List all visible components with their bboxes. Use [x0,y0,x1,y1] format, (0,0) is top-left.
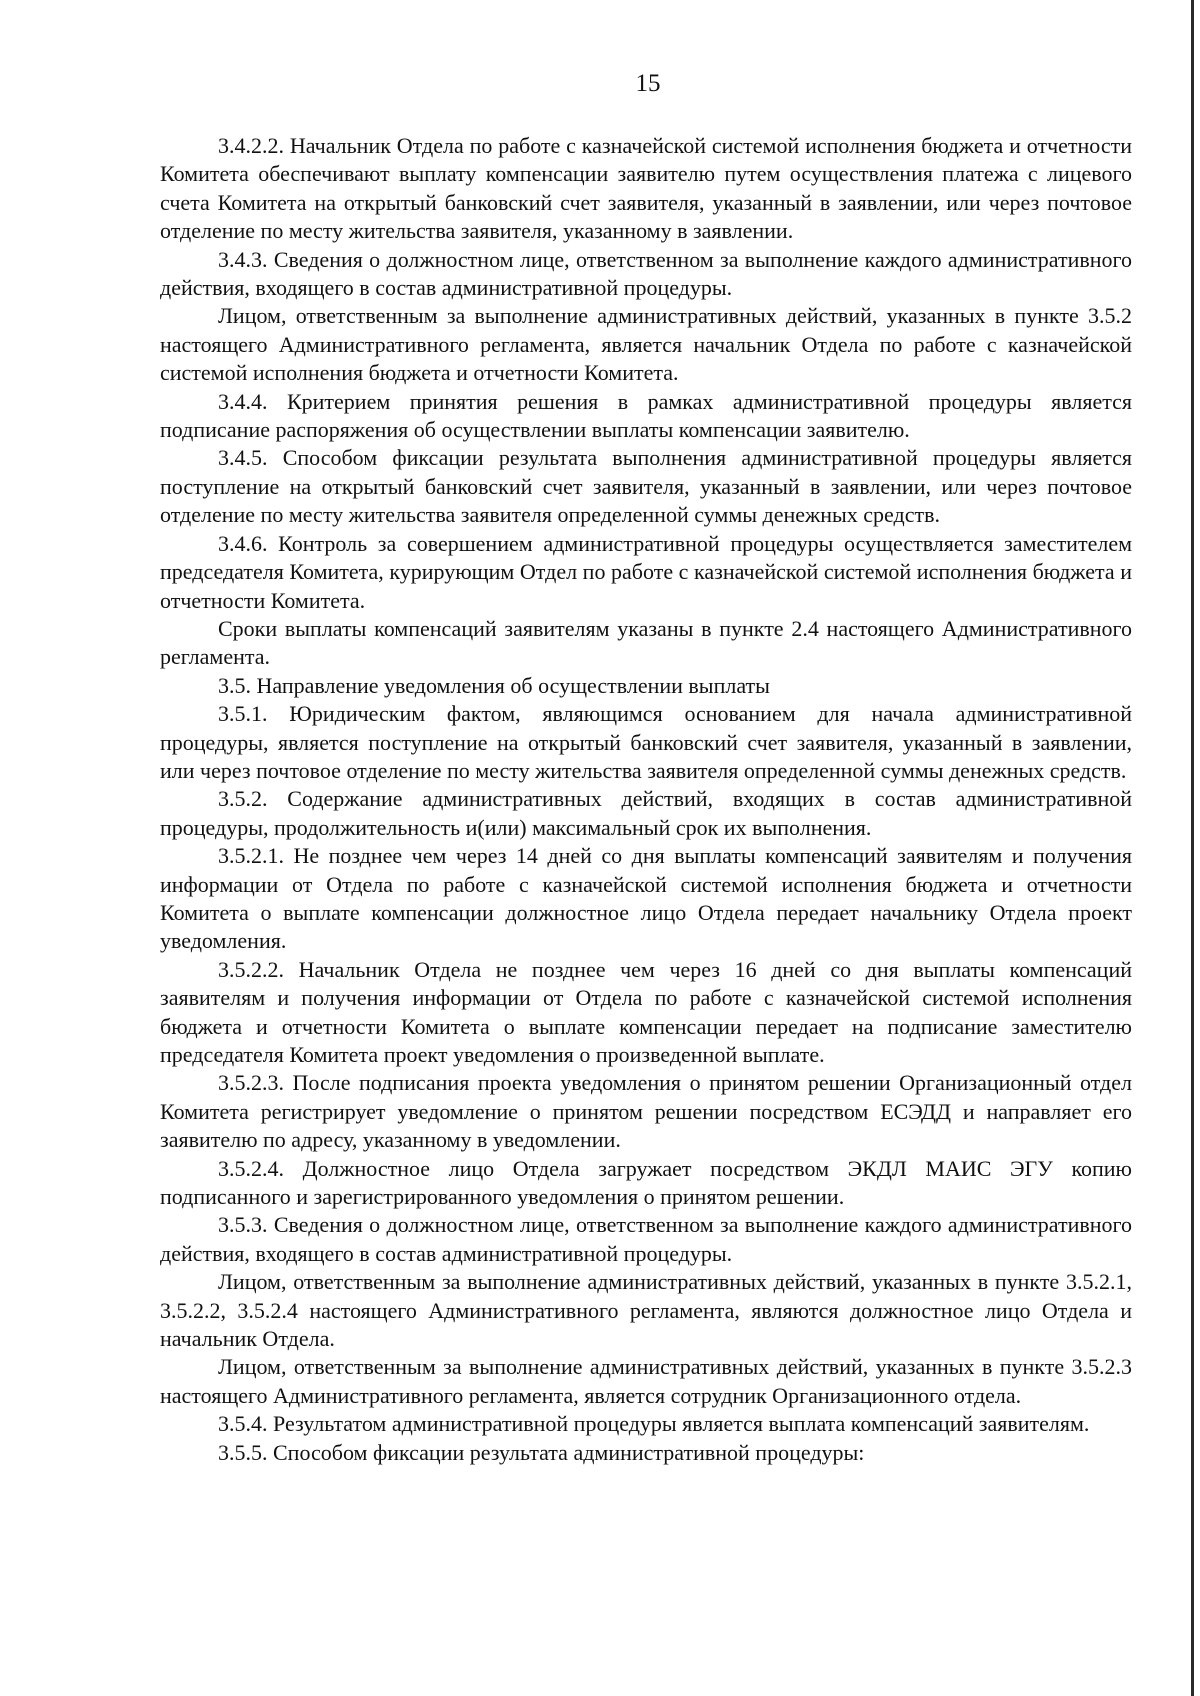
paragraph-responsible-org-dept: Лицом, ответственным за выполнение административных действий, указанных в пункте 3.5.2.3 настоящего Административного регламента, является сотрудник Организационного отдела. [160,1354,1132,1408]
document-body [160,132,1132,1467]
paragraph-3-5-1: 3.5.1. Юридическим фактом, являющимся основанием для начала административной процедуры, является поступление на открытый банковский счет заявителя, указанный в заявлении, или через почтовое отделение по месту жительства заявителя определенной суммы денежных средств. [160,701,1132,783]
paragraph-payment-terms: Сроки выплаты компенсаций заявителям указаны в пункте 2.4 настоящего Административного регламента. [160,615,1132,670]
paragraph-3-5-2: 3.5.2. Содержание административных действий, входящих в состав административной процедуры, продолжительность и(или) максимальный срок их выполнения. [160,786,1132,840]
paragraph-3-5-2-3: 3.5.2.3. После подписания проекта уведомления о принятом решении Организационный отдел Комитета регистрирует уведомление о принятом решении посредством ЕСЭДД и направляет его заявителю по адресу, указанному в уведомлении. [160,1070,1132,1153]
paragraph-responsible-officials: Лицом, ответственным за выполнение административных действий, указанных в пункте 3.5.2.1, 3.5.2.2, 3.5.2.4 настоящего Административного регламента, являются должностное лицо Отдела и начальник Отдела. [160,1269,1132,1352]
paragraph-3-5-5: 3.5.5. Способом фиксации результата административной процедуры: [218,1439,865,1465]
paragraph-3-4-5: 3.4.5. Способом фиксации результата выполнения административной процедуры является поступление на открытый банковский счет заявителя, указанный в заявлении, или через почтовое отделение по месту жительства заявителя определенной суммы денежных средств. [160,445,1132,528]
paragraph-3-5-3: 3.5.3. Сведения о должностном лице, ответственном за выполнение каждого административного действия, входящего в состав административной процедуры. [160,1212,1132,1266]
paragraph-3-4-3: 3.4.3. Сведения о должностном лице, ответственном за выполнение каждого административного действия, входящего в состав административной процедуры. [160,246,1132,301]
page-number: 15 [635,70,661,97]
paragraph-3-4-4: 3.4.4. Критерием принятия решения в рамках административной процедуры является подписание распоряжения об осуществлении выплаты компенсации заявителю. [160,388,1132,443]
paragraph-responsible-3-5-2: Лицом, ответственным за выполнение административных действий, указанных в пункте 3.5.2 настоящего Административного регламента, является начальник Отдела по работе с казначейской системой исполнения бюджета и отчетности Комитета. [160,303,1132,386]
paragraph-3-5-2-1: 3.5.2.1. Не позднее чем через 14 дней со дня выплаты компенсаций заявителям и получения информации от Отдела по работе с казначейской системой исполнения бюджета и отчетности Комитета о выплате компенсации должностное лицо Отдела передает начальнику Отдела проект уведомления. [160,843,1132,954]
paragraph-3-5-2-4: 3.5.2.4. Должностное лицо Отдела загружает посредством ЭКДЛ МАИС ЭГУ копию подписанного и зарегистрированного уведомления о принятом решении. [160,1155,1132,1210]
paragraph-3-5-4: 3.5.4. Результатом административной процедуры является выплата компенсаций заявителям. [218,1411,1090,1437]
paragraph-3-4-6: 3.4.6. Контроль за совершением административной процедуры осуществляется заместителем председателя Комитета, курирующим Отдел по работе с казначейской системой исполнения бюджета и отчетности Комитета. [160,530,1132,613]
paragraph-3-5-heading: 3.5. Направление уведомления об осуществлении выплаты [218,672,770,698]
paragraph-3-4-2-2: 3.4.2.2. Начальник Отдела по работе с казначейской системой исполнения бюджета и отчетности Комитета обеспечивают выплату компенсации заявителю путем осуществления платежа с лицевого счета Комитета на открытый банковский счет заявителя, указанный в заявлении, или через почтовое отделение по месту жительства заявителя, указанному в заявлении. [160,133,1132,244]
scan-edge [1191,0,1194,1696]
paragraph-3-5-2-2: 3.5.2.2. Начальник Отдела не позднее чем через 16 дней со дня выплаты компенсаций заявителям и получения информации от Отдела по работе с казначейской системой исполнения бюджета и отчетности Комитета о выплате компенсации передает на подписание заместителю председателя Комитета проект уведомления о произведенной выплате. [160,956,1132,1067]
